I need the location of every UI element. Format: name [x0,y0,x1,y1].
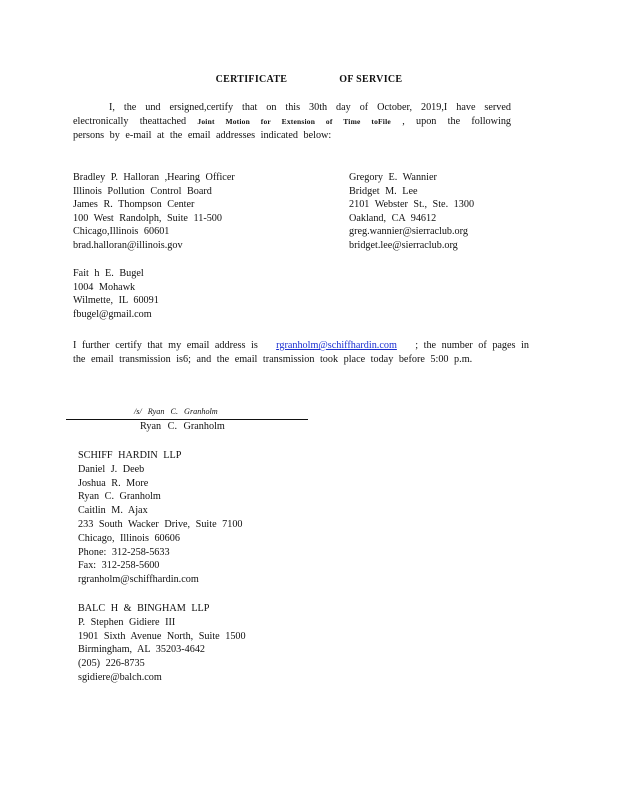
title-of-service: OF SERVICE [339,74,403,85]
recipient-line: Bradley P. Halloran ,Hearing Officer [73,172,235,183]
recipient-halloran [73,171,235,252]
recipient-email: bridget.lee@sierraclub.org [349,239,458,251]
firm-name: SCHIFF HARDIN LLP [78,450,182,461]
title-certificate: CERTIFICATE [215,74,288,85]
recipient-bugel [73,267,159,321]
firm-balch-bingham [78,602,246,685]
firm-name: BALC H & BINGHAM LLP [78,603,210,614]
intro-line-2-post: , upon the following [402,116,512,127]
recipient-sierra-club [349,171,474,252]
recipient-line: 100 West Randolph, Suite 11-500 [73,212,222,224]
intro-line-1: I, the und ersigned,certify that on this 30th day of October, 2019,I have served [109,102,511,113]
signature-line [66,419,308,420]
firm-phone: (205) 226-8735 [78,658,145,670]
recipient-line: Wilmette, IL 60091 [73,295,159,306]
document-title [0,74,618,85]
recipient-line: 1004 Mohawk [73,281,136,293]
further-certification [73,339,529,367]
recipient-line: Oakland, CA 94612 [349,212,437,224]
attorney-name: P. Stephen Gidiere III [78,616,176,628]
further-line-2: the email transmission is6; and the email transmission took place today before 5:00 p.m. [73,354,473,365]
recipient-email: greg.wannier@sierraclub.org [349,226,468,237]
recipient-line: James R. Thompson Center [73,199,195,210]
recipient-email: fbugel@gmail.com [73,308,152,320]
recipient-line: Bridget M. Lee [349,185,418,197]
intro-paragraph [73,101,511,143]
recipient-line: Fait h E. Bugel [73,268,144,279]
recipient-line: Chicago,Illinois 60601 [73,226,170,237]
signer-name: Ryan C. Granholm [140,421,225,432]
attorney-name: Caitlin M. Ajax [78,505,148,517]
firm-address: 233 South Wacker Drive, Suite 7100 [78,518,243,530]
electronic-signature: /s/ Ryan C. Granholm [134,407,218,416]
firm-phone: Phone: 312-258-5633 [78,546,170,558]
recipient-line: Gregory E. Wannier [349,172,437,183]
firm-email: sgidiere@balch.com [78,671,162,683]
recipient-email: brad.halloran@illinois.gov [73,239,183,251]
intro-line-2-pre: electronically theattached [73,116,187,127]
intro-line-3: persons by e-mail at the email addresses indicated below: [73,130,332,141]
firm-email: rgranholm@schiffhardin.com [78,574,199,586]
further-post: ; the number of pages in [415,340,529,351]
firm-address: 1901 Sixth Avenue North, Suite 1500 [78,630,246,642]
attorney-name: Daniel J. Deeb [78,463,145,475]
recipient-line: Illinois Pollution Control Board [73,185,212,197]
attorney-name: Joshua R. More [78,477,149,489]
firm-address: Chicago, Illinois 60606 [78,532,180,544]
recipient-line: 2101 Webster St., Ste. 1300 [349,199,475,210]
motion-title: Joint Motion for Extension of Time toFile [197,117,391,126]
firm-address: Birmingham, AL 35203-4642 [78,644,206,656]
firm-fax: Fax: 312-258-5600 [78,560,160,572]
firm-schiff-hardin [78,449,243,587]
email-link[interactable]: rgranholm@schiffhardin.com [276,340,397,351]
attorney-name: Ryan C. Granholm [78,491,161,503]
further-pre: I further certify that my email address is [73,340,258,351]
